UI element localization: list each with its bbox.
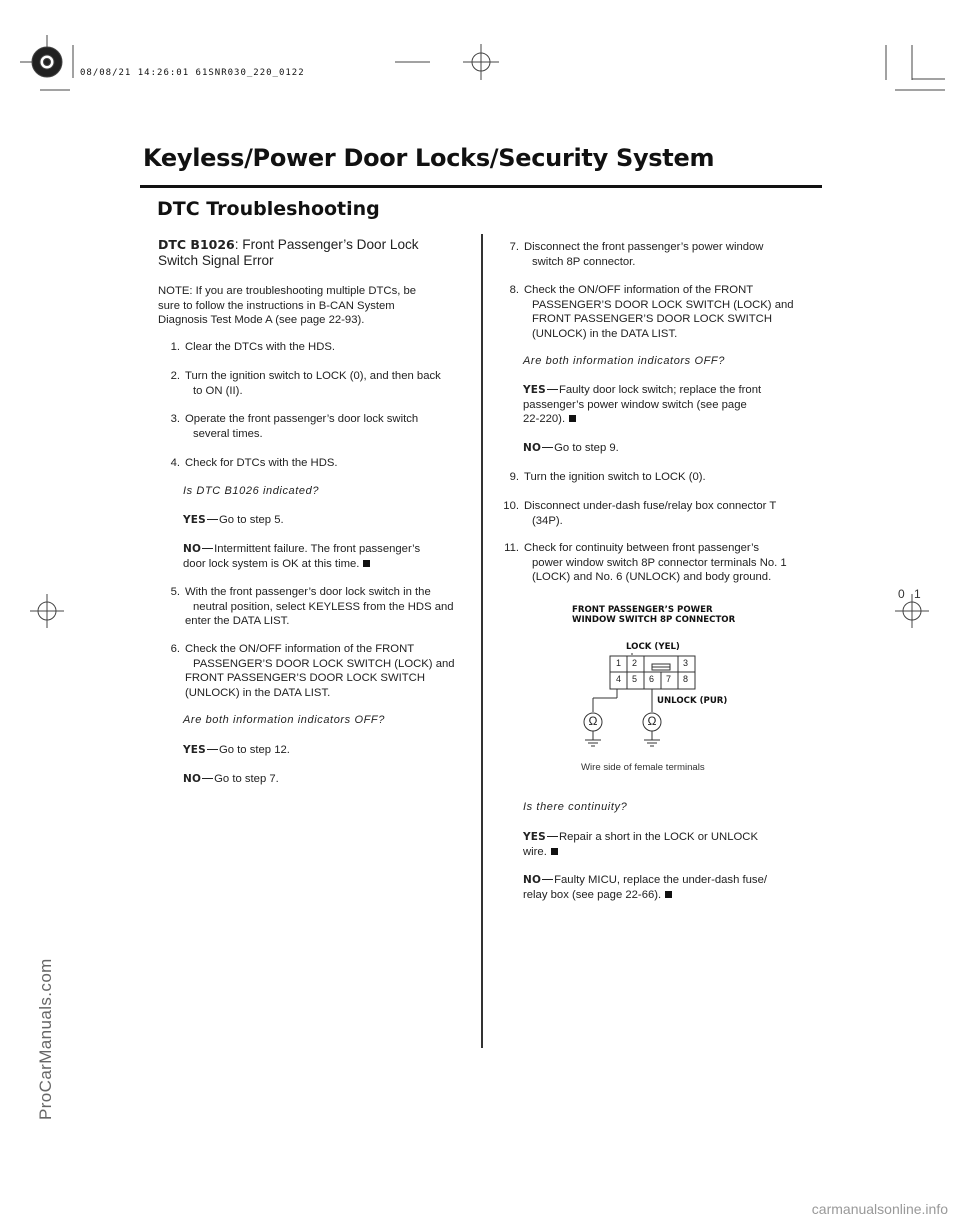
end-mark-icon xyxy=(363,560,370,567)
yes-label: YES xyxy=(523,384,546,396)
step-text: Check for DTCs with the HDS. xyxy=(185,457,338,469)
connector-diagram xyxy=(560,650,760,750)
diagram-title-line-1: FRONT PASSENGER’S POWER xyxy=(572,605,713,615)
answer-yes-step-6 xyxy=(183,743,290,758)
step-text: FRONT PASSENGER’S DOOR LOCK SWITCH xyxy=(532,313,772,326)
lock-wire-label: LOCK (YEL) xyxy=(626,642,680,652)
step-text: With the front passenger’s door lock switch in the xyxy=(185,586,431,598)
answer-text: Go to step 5. xyxy=(218,514,284,526)
no-label: NO xyxy=(523,874,542,886)
step-text: PASSENGER’S DOOR LOCK SWITCH (LOCK) and xyxy=(193,657,455,670)
answer-no-step-4 xyxy=(183,542,473,571)
step-number: 3. xyxy=(170,413,180,425)
question-step-8: Are both information indicators OFF? xyxy=(523,355,725,367)
note-line: sure to follow the instructions in B-CAN System xyxy=(158,299,395,312)
page-title: Keyless/Power Door Locks/Security System xyxy=(143,144,715,172)
yes-label: YES xyxy=(183,744,206,756)
answer-text: Go to step 7. xyxy=(214,773,279,785)
step-text: Turn the ignition switch to LOCK (0). xyxy=(524,471,706,483)
yes-label: YES xyxy=(183,514,206,526)
yes-label: YES xyxy=(523,831,546,843)
step-number: 1. xyxy=(170,341,180,353)
unlock-wire-label: UNLOCK (PUR) xyxy=(657,696,728,706)
answer-text: Faulty door lock switch; replace the front xyxy=(558,384,762,396)
step-text: (LOCK) and No. 6 (UNLOCK) and body ground. xyxy=(532,571,772,584)
step-number: 4. xyxy=(170,457,180,469)
step-text: to ON (II). xyxy=(193,384,243,397)
no-label: NO xyxy=(183,543,202,555)
step-text: Disconnect under-dash fuse/relay box connector T xyxy=(524,500,777,512)
diagram-title-line-2: WINDOW SWITCH 8P CONNECTOR xyxy=(572,615,736,625)
note-block xyxy=(158,284,464,328)
step-text: (UNLOCK) in the DATA LIST. xyxy=(185,686,331,699)
question-step-6: Are both information indicators OFF? xyxy=(183,714,385,726)
dtc-description-1: : Front Passenger’s Door Lock xyxy=(234,237,419,252)
step-text: neutral position, select KEYLESS from the HDS and xyxy=(193,600,454,613)
dtc-code: DTC B1026 xyxy=(158,237,235,252)
footer-watermark: carmanualsonline.info xyxy=(811,1201,948,1217)
section-title: DTC Troubleshooting xyxy=(157,198,380,220)
answer-text: wire. xyxy=(523,845,547,858)
note-line: Diagnosis Test Mode A (see page 22-93). xyxy=(158,314,365,327)
pin-label: 7 xyxy=(666,674,672,684)
diagram-title xyxy=(572,605,735,625)
step-text: Operate the front passenger’s door lock switch xyxy=(185,413,419,425)
answer-text: Go to step 9. xyxy=(554,442,619,454)
pin-label: 3 xyxy=(683,658,689,668)
step-text: (UNLOCK) in the DATA LIST. xyxy=(532,327,678,340)
answer-no-step-11 xyxy=(523,873,813,902)
step-text: enter the DATA LIST. xyxy=(185,615,290,628)
sidebar-watermark: ProCarManuals.com xyxy=(36,958,55,1120)
pin-label: 6 xyxy=(649,674,655,684)
dtc-heading xyxy=(158,237,468,268)
pin-label: 5 xyxy=(632,674,638,684)
answer-yes-step-11 xyxy=(523,830,813,859)
answer-yes-step-8 xyxy=(523,383,813,427)
step-text: FRONT PASSENGER’S DOOR LOCK SWITCH xyxy=(185,672,425,685)
step-number: 9. xyxy=(509,471,519,483)
pin-label: 1 xyxy=(616,658,622,668)
pin-label: 2 xyxy=(632,658,638,668)
answer-text: passenger’s power window switch (see page xyxy=(523,398,747,411)
print-stamp: 08/08/21 14:26:01 61SNR030_220_0122 xyxy=(80,68,305,78)
step-text: power window switch 8P connector terminals No. 1 xyxy=(532,556,787,569)
note-line: NOTE: If you are troubleshooting multiple DTCs, be xyxy=(158,285,417,297)
dtc-description-2: Switch Signal Error xyxy=(158,252,274,268)
answer-text: Repair a short in the LOCK or UNLOCK xyxy=(558,831,758,843)
header-rule xyxy=(140,185,822,188)
step-text: switch 8P connector. xyxy=(532,255,636,268)
step-number: 2. xyxy=(170,370,180,382)
end-mark-icon xyxy=(665,891,672,898)
step-text: PASSENGER’S DOOR LOCK SWITCH (LOCK) and xyxy=(532,298,794,311)
pin-label: 8 xyxy=(683,674,689,684)
step-text: Clear the DTCs with the HDS. xyxy=(185,341,336,353)
step-number: 8. xyxy=(509,284,519,296)
step-text: Check for continuity between front passenger’s xyxy=(524,542,760,554)
question-step-11: Is there continuity? xyxy=(523,801,628,813)
no-label: NO xyxy=(183,773,202,785)
step-text: several times. xyxy=(193,427,263,440)
no-label: NO xyxy=(523,442,542,454)
question-step-4: Is DTC B1026 indicated? xyxy=(183,485,320,497)
end-mark-icon xyxy=(551,848,558,855)
ohmmeter-icon: Ω xyxy=(647,714,657,728)
column-divider xyxy=(481,234,483,1048)
answer-no-step-8 xyxy=(523,441,619,456)
step-text: (34P). xyxy=(532,514,563,527)
step-text: Disconnect the front passenger’s power window xyxy=(524,241,764,253)
step-text: Check the ON/OFF information of the FRONT xyxy=(185,643,415,655)
step-number: 10. xyxy=(503,500,519,512)
step-text: Turn the ignition switch to LOCK (0), and then back xyxy=(185,370,441,382)
step-number: 5. xyxy=(170,586,180,598)
answer-text: Intermittent failure. The front passenger’s xyxy=(214,543,421,555)
answer-text: relay box (see page 22-66). xyxy=(523,888,662,901)
ohmmeter-icon: Ω xyxy=(588,714,598,728)
answer-text: 22-220). xyxy=(523,413,566,426)
pin-label: 4 xyxy=(616,674,622,684)
answer-text: Go to step 12. xyxy=(218,744,290,756)
page-corner-mark: 0 1 xyxy=(898,587,924,601)
step-number: 11. xyxy=(504,542,519,554)
end-mark-icon xyxy=(569,415,576,422)
diagram-caption: Wire side of female terminals xyxy=(581,762,705,773)
answer-text: door lock system is OK at this time. xyxy=(183,557,360,570)
answer-no-step-6 xyxy=(183,772,279,787)
step-text: Check the ON/OFF information of the FRONT xyxy=(524,284,754,296)
step-number: 7. xyxy=(509,241,519,253)
step-number: 6. xyxy=(170,643,180,655)
answer-text: Faulty MICU, replace the under-dash fuse/ xyxy=(554,874,767,886)
answer-yes-step-4 xyxy=(183,513,284,528)
